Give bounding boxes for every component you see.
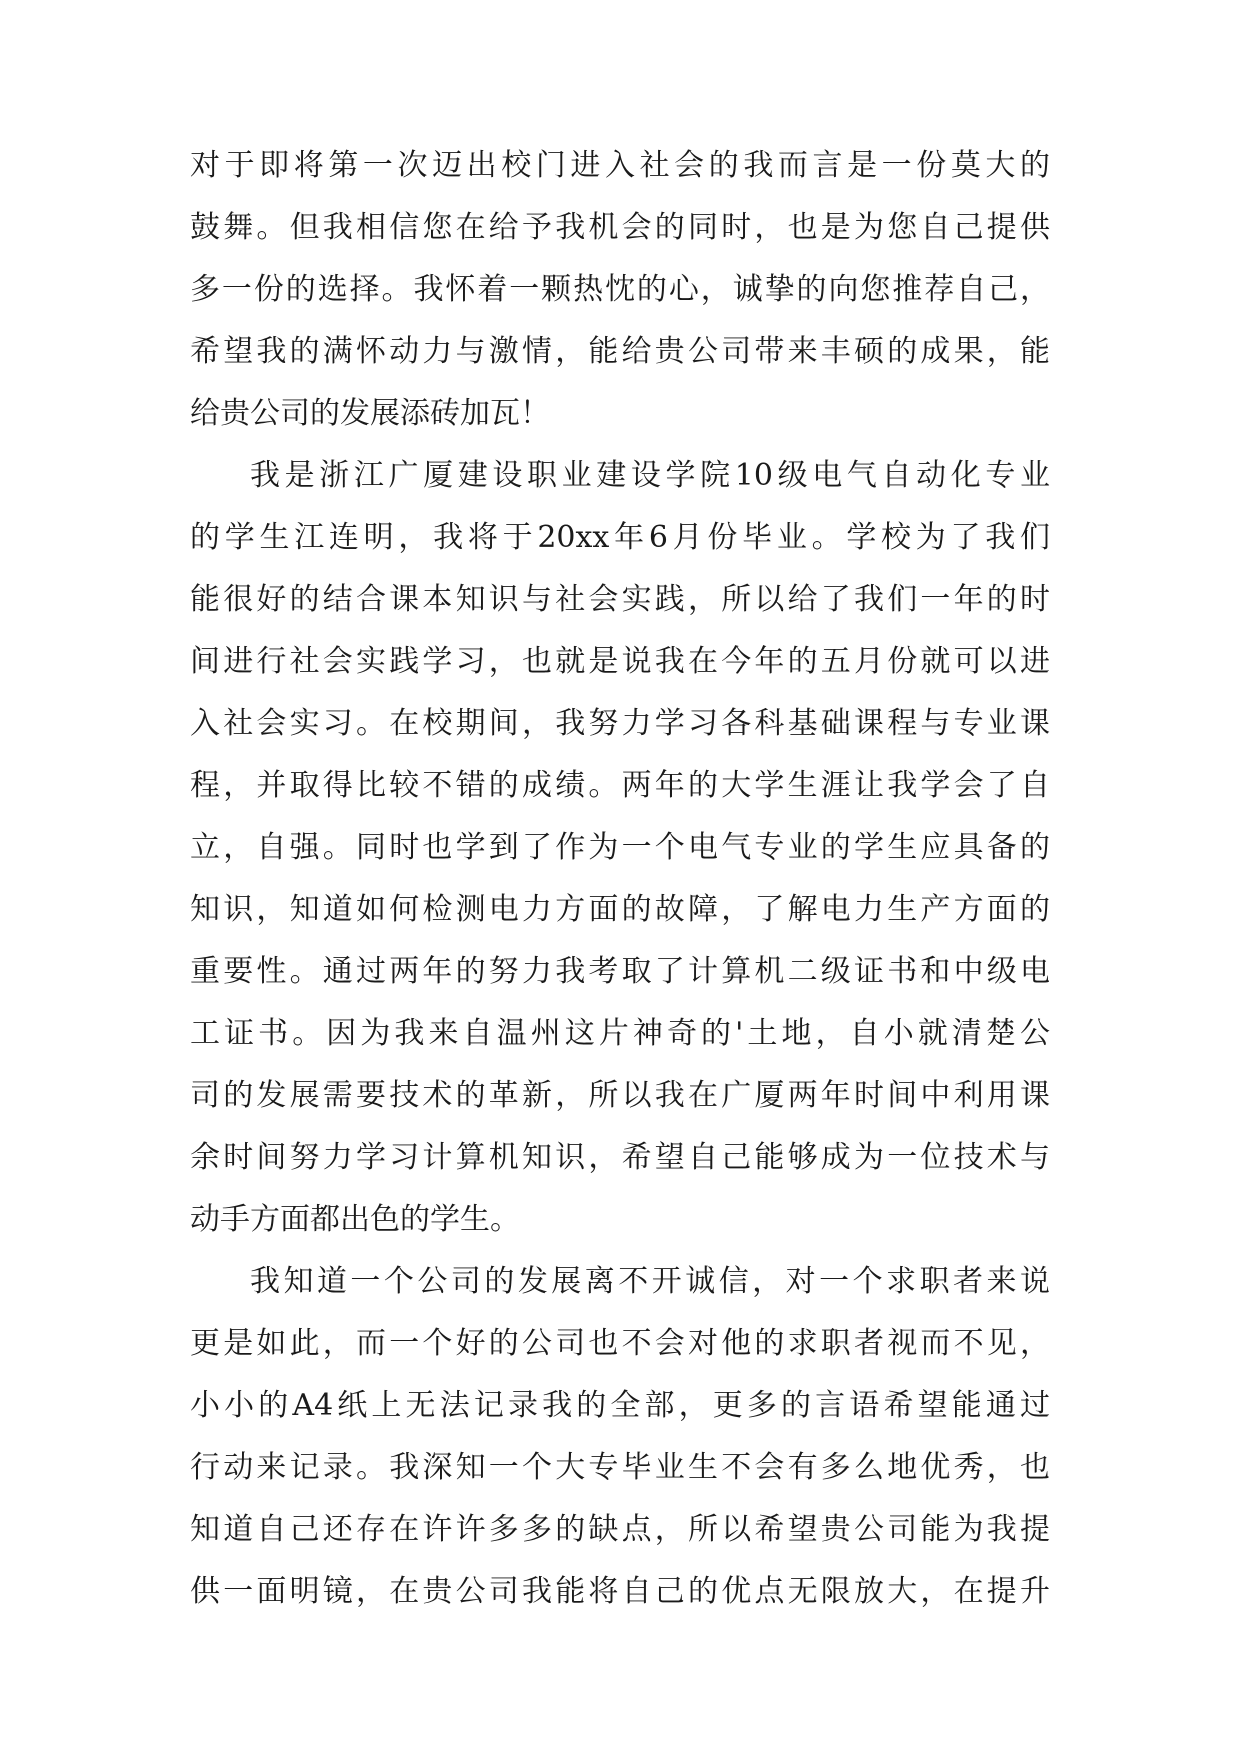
- paragraph-line: 对于即将第一次迈出校门进入社会的我而言是一份莫大的: [190, 148, 1050, 183]
- paragraph-line: 重要性。通过两年的努力我考取了计算机二级证书和中级电: [190, 954, 1050, 989]
- paragraph-line: 工证书。因为我来自温州这片神奇的'土地，自小就清楚公: [190, 1016, 1050, 1051]
- paragraph-line: 我知道一个公司的发展离不开诚信，对一个求职者来说: [250, 1264, 1050, 1299]
- paragraph-line: 更是如此，而一个好的公司也不会对他的求职者视而不见，: [190, 1326, 1050, 1361]
- paragraph-line: 能很好的结合课本知识与社会实践，所以给了我们一年的时: [190, 582, 1050, 617]
- paragraph-line: 入社会实习。在校期间，我努力学习各科基础课程与专业课: [190, 706, 1050, 741]
- paragraph-line: 我是浙江广厦建设职业建设学院10级电气自动化专业: [250, 458, 1050, 493]
- paragraph-line: 给贵公司的发展添砖加瓦！: [190, 396, 550, 431]
- paragraph-line: 程，并取得比较不错的成绩。两年的大学生涯让我学会了自: [190, 768, 1050, 803]
- paragraph-line: 动手方面都出色的学生。: [190, 1202, 520, 1237]
- paragraph-line: 间进行社会实践学习，也就是说我在今年的五月份就可以进: [190, 644, 1050, 679]
- paragraph-line: 行动来记录。我深知一个大专毕业生不会有多么地优秀，也: [190, 1450, 1050, 1485]
- paragraph-line: 知道自己还存在许许多多的缺点，所以希望贵公司能为我提: [190, 1512, 1050, 1547]
- paragraph-line: 司的发展需要技术的革新，所以我在广厦两年时间中利用课: [190, 1078, 1050, 1113]
- paragraph-line: 供一面明镜，在贵公司我能将自己的优点无限放大，在提升: [190, 1574, 1050, 1609]
- paragraph-line: 的学生江连明，我将于20xx年6月份毕业。学校为了我们: [190, 520, 1050, 555]
- paragraph-line: 多一份的选择。我怀着一颗热忱的心，诚挚的向您推荐自己，: [190, 272, 1050, 307]
- paragraph-line: 立，自强。同时也学到了作为一个电气专业的学生应具备的: [190, 830, 1050, 865]
- paragraph-line: 鼓舞。但我相信您在给予我机会的同时，也是为您自己提供: [190, 210, 1050, 245]
- paragraph-line: 希望我的满怀动力与激情，能给贵公司带来丰硕的成果，能: [190, 334, 1050, 369]
- paragraph-line: 知识，知道如何检测电力方面的故障，了解电力生产方面的: [190, 892, 1050, 927]
- paragraph-line: 余时间努力学习计算机知识，希望自己能够成为一位技术与: [190, 1140, 1050, 1175]
- paragraph-line: 小小的A4纸上无法记录我的全部，更多的言语希望能通过: [190, 1388, 1050, 1423]
